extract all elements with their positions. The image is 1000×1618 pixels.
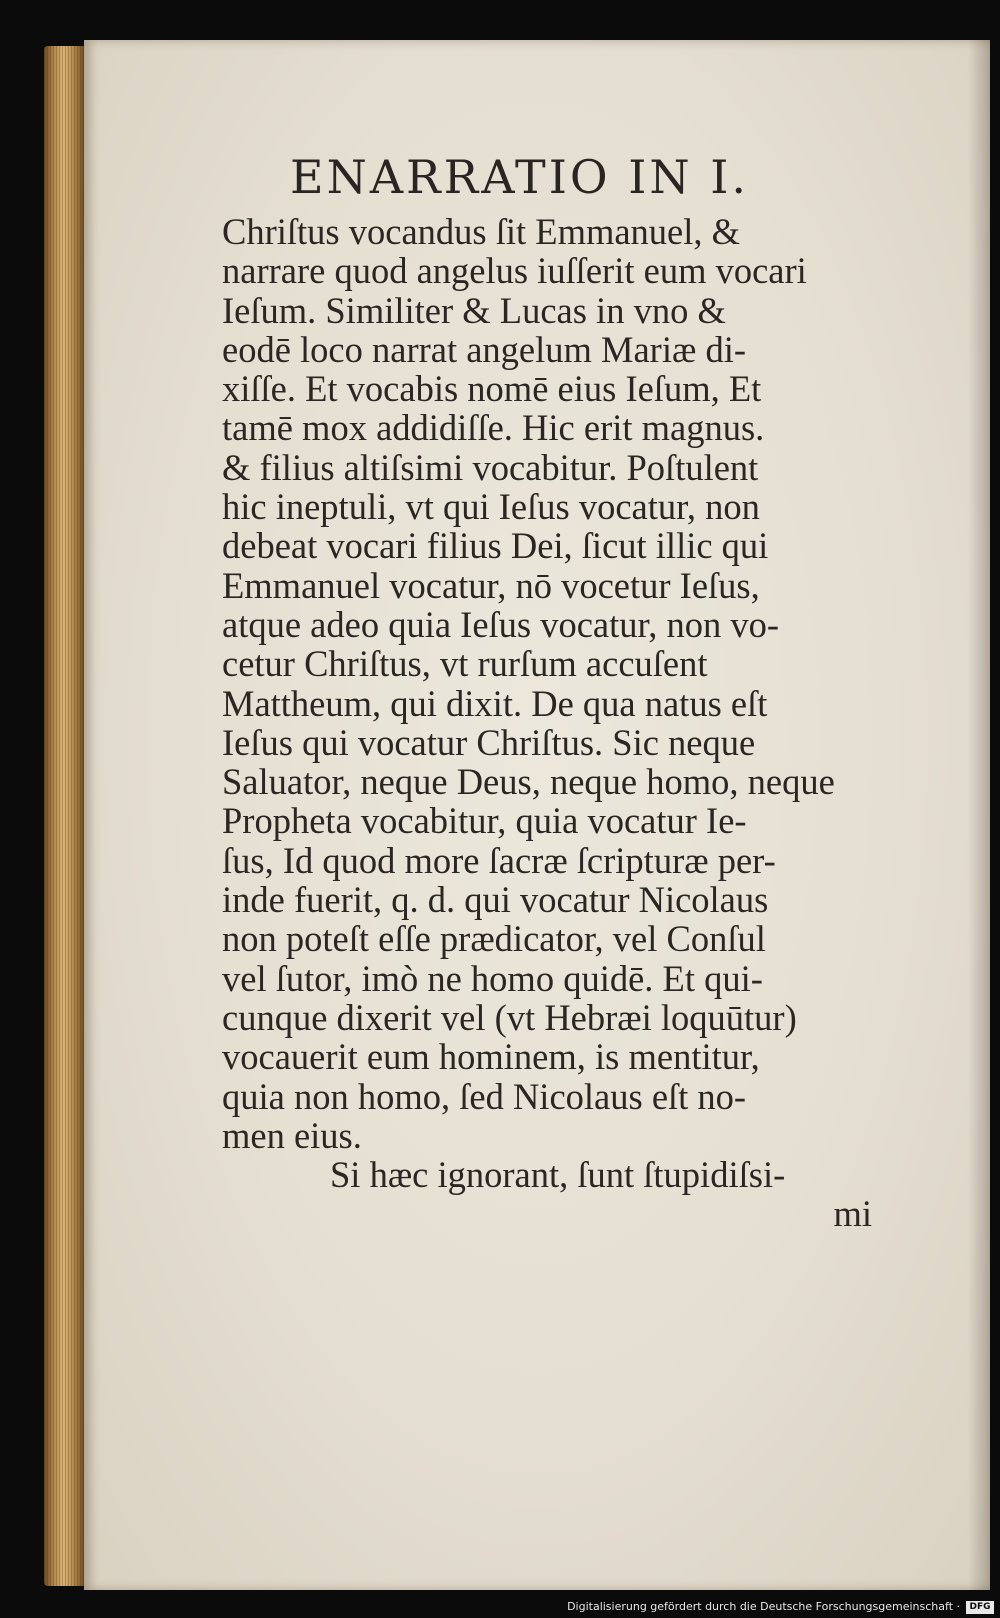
text-line: vel ſutor, imò ne homo quidē. Et qui- [222,957,763,999]
text-line: Propheta vocabitur, quia vocatur Ie- [222,800,747,842]
paragraph-1 [222,212,872,1155]
dfg-logo: DFG [966,1601,994,1614]
text-line: non poteſt eſſe prædicator, vel Conſul [222,918,766,960]
book-page-edges [44,46,86,1586]
text-line: debeat vocari filius Dei, ſicut illic qui [222,525,769,567]
text-line: Emmanuel vocatur, nō vocetur Ieſus, [222,564,760,606]
text-line: Ieſum. Similiter & Lucas in vno & [222,289,726,331]
text-line: ſus, Id quod more ſacræ ſcripturæ per- [222,839,776,881]
text-line: Mattheum, qui dixit. De qua natus eſt [222,682,768,724]
text-line: cetur Chriſtus, vt rurſum accuſent [222,643,708,685]
text-line: eodē loco narrat angelum Mariæ di- [222,328,746,370]
text-line: xiſſe. Et vocabis nomē eius Ieſum, Et [222,368,762,410]
text-line: inde fuerit, q. d. qui vocatur Nicolaus [222,879,769,921]
text-line: Saluator, neque Deus, neque homo, neque [222,761,835,803]
footer-bar [0,1596,1000,1618]
body-text [222,212,872,1234]
paragraph-2 [222,1155,872,1234]
text-line: men eius. [222,1114,362,1156]
text-line: Chriſtus vocandus ſit Emmanuel, & [222,211,741,252]
text-line: vocauerit eum hominem, is mentitur, [222,1036,760,1078]
text-line: Si hæc ignorant, ſunt ſtupidiſsi- [330,1154,786,1196]
text-line: quia non homo, ſed Nicolaus eſt no- [222,1075,747,1117]
text-line: Ieſus qui vocatur Chriſtus. Sic neque [222,721,756,763]
digitization-credit: Digitalisierung gefördert durch die Deutsche Forschungsgemeinschaft · [567,1600,960,1613]
text-line: cunque dixerit vel (vt Hebræi loquūtur) [222,996,797,1038]
text-line: atque adeo quia Ieſus vocatur, non vo- [222,603,779,645]
running-head: ENARRATIO IN I. [290,150,750,204]
catchword: mi [833,1193,872,1235]
text-line: & filius altiſsimi vocabitur. Poſtulent [222,446,759,488]
text-line: narrare quod angelus iuſſerit eum vocari [222,250,807,292]
text-line: tamē mox addidiſſe. Hic erit magnus. [222,407,765,449]
text-line: hic ineptuli, vt qui Ieſus vocatur, non [222,486,760,528]
